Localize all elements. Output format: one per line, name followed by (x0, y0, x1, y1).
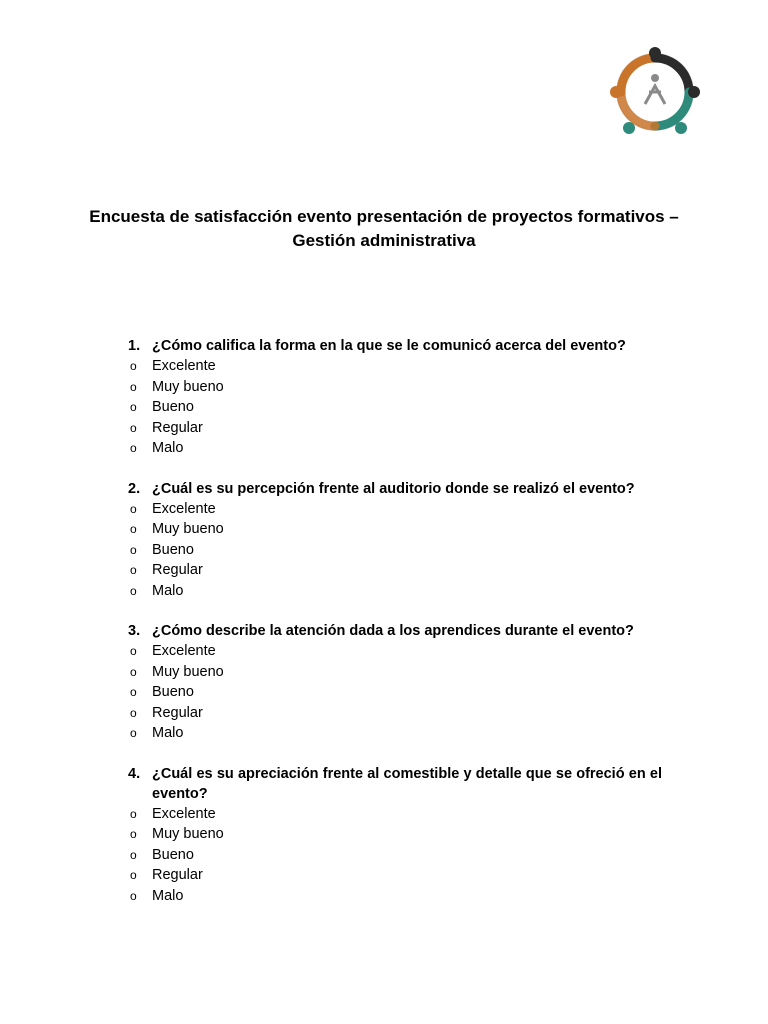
question-label: ¿Cuál es su percepción frente al auditorio donde se realizó el evento? (152, 480, 635, 497)
answer-option[interactable] (0, 703, 768, 724)
answer-option[interactable] (0, 682, 768, 703)
title-line-2: Gestión administrativa (292, 231, 476, 250)
option-label: Bueno (152, 541, 194, 558)
option-bullet: o (130, 644, 137, 658)
answer-option[interactable] (0, 560, 768, 581)
question-label: ¿Cómo describe la atención dada a los aprendices durante el evento? (152, 623, 634, 639)
title-line-1: Encuesta de satisfacción evento presentación de proyectos formativos – (89, 207, 679, 226)
option-bullet: o (130, 563, 137, 577)
option-label: Malo (152, 725, 184, 741)
question-label: ¿Cómo califica la forma en la que se le comunicó acerca del evento? (152, 338, 626, 354)
question-number: 2. (128, 480, 141, 497)
question-number: 1. (128, 338, 141, 354)
option-bullet: o (130, 827, 137, 841)
option-bullet: o (130, 888, 137, 903)
option-bullet: o (130, 583, 137, 598)
answer-option[interactable] (0, 377, 768, 398)
survey-questions (0, 336, 768, 926)
sena-logo-icon (607, 44, 703, 140)
option-bullet: o (130, 400, 137, 414)
option-label: Muy bueno (152, 378, 224, 395)
option-label: Bueno (152, 399, 194, 415)
option-label: Regular (152, 562, 203, 578)
option-label: Malo (152, 440, 184, 456)
option-label: Muy bueno (152, 663, 224, 680)
option-label: Muy bueno (152, 521, 224, 537)
question-text (0, 479, 662, 499)
question-1 (0, 336, 768, 459)
answer-option[interactable] (0, 845, 768, 866)
answer-option[interactable] (0, 804, 768, 825)
option-bullet: o (130, 726, 137, 740)
option-bullet: o (130, 420, 137, 435)
option-bullet: o (130, 664, 137, 679)
option-label: Excelente (152, 643, 216, 659)
option-label: Excelente (152, 805, 216, 822)
answer-option[interactable] (0, 662, 768, 683)
answer-option[interactable] (0, 438, 768, 459)
option-label: Excelente (152, 500, 216, 517)
question-3 (0, 621, 768, 744)
question-number: 3. (128, 623, 141, 639)
sena-logo (607, 44, 703, 140)
answer-option[interactable] (0, 723, 768, 744)
answer-option[interactable] (0, 356, 768, 377)
answer-option[interactable] (0, 519, 768, 540)
option-label: Excelente (152, 358, 216, 374)
option-bullet: o (130, 542, 137, 557)
question-2 (0, 479, 768, 602)
answer-option[interactable] (0, 499, 768, 520)
answer-option[interactable] (0, 886, 768, 907)
answer-option[interactable] (0, 824, 768, 845)
option-bullet: o (130, 806, 137, 821)
answer-option[interactable] (0, 865, 768, 886)
option-label: Malo (152, 582, 184, 599)
option-bullet: o (130, 705, 137, 720)
question-text (0, 336, 662, 356)
option-label: Bueno (152, 846, 194, 863)
question-text (0, 621, 662, 641)
option-bullet: o (130, 441, 137, 455)
option-bullet: o (130, 359, 137, 373)
option-label: Regular (152, 867, 203, 883)
question-text (0, 764, 662, 804)
option-label: Regular (152, 419, 203, 436)
answer-option[interactable] (0, 641, 768, 662)
question-label: ¿Cuál es su apreciación frente al comestible y detalle que se ofreció en el evento? (152, 765, 662, 802)
option-bullet: o (130, 522, 137, 536)
option-bullet: o (130, 868, 137, 882)
option-bullet: o (130, 847, 137, 862)
option-label: Malo (152, 887, 184, 904)
answer-option[interactable] (0, 418, 768, 439)
option-label: Bueno (152, 684, 194, 700)
option-label: Muy bueno (152, 826, 224, 842)
page-title (60, 205, 708, 253)
question-4 (0, 764, 768, 907)
question-number: 4. (128, 765, 141, 782)
option-bullet: o (130, 501, 137, 516)
answer-option[interactable] (0, 581, 768, 602)
option-bullet: o (130, 379, 137, 394)
option-bullet: o (130, 685, 137, 699)
answer-option[interactable] (0, 540, 768, 561)
option-label: Regular (152, 704, 203, 721)
answer-option[interactable] (0, 397, 768, 418)
